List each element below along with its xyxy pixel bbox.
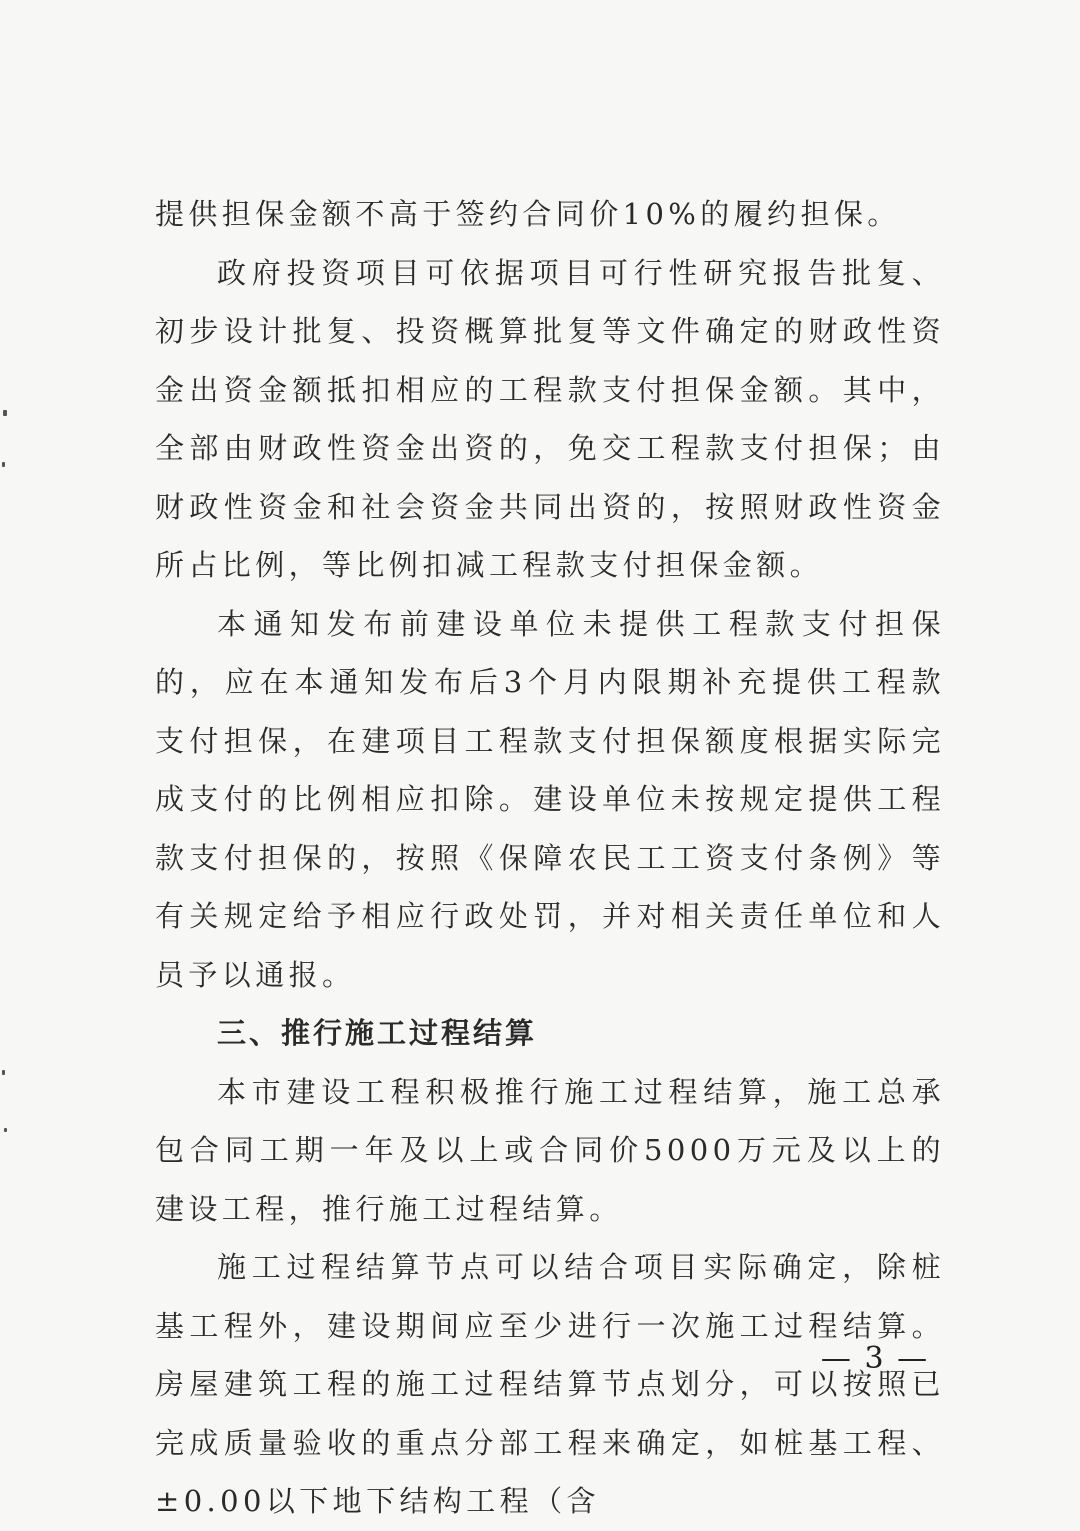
paragraph: 本通知发布前建设单位未提供工程款支付担保的，应在本通知发布后3个月内限期补充提供工程款支付担保，在建项目工程款支付担保额度根据实际完成支付的比例相应扣除。建设单位未按规定提供工程款支付担保的，按照《保障农民工工资支付条例》等有关规定给予相应行政处罚，并对相关责任单位和人员予以通报。 [155, 606, 945, 992]
scan-mark [4, 1128, 7, 1132]
paragraph: 政府投资项目可依据项目可行性研究报告批复、初步设计批复、投资概算批复等文件确定的财政性资金出资金额抵扣相应的工程款支付担保金额。其中，全部由财政性资金出资的，免交工程款支付担保；由财政性资金和社会资金共同出资的，按照财政性资金所占比例，等比例扣减工程款支付担保金额。 [155, 255, 945, 582]
scan-mark [2, 462, 5, 467]
paragraph: 本市建设工程积极推行施工过程结算，施工总承包合同工期一年及以上或合同价5000万元及以上的建设工程，推行施工过程结算。 [155, 1074, 945, 1226]
document-body [155, 185, 945, 1531]
page-number: — 3 — [820, 1341, 930, 1376]
paragraph: 施工过程结算节点可以结合项目实际确定，除桩基工程外，建设期间应至少进行一次施工过程结算。房屋建筑工程的施工过程结算节点划分，可以按照已完成质量验收的重点分部工程来确定，如桩基工程、±0.00以下地下结构工程（含 [155, 1250, 945, 1518]
paragraph-continuation: 提供担保金额不高于签约合同价10%的履约担保。 [155, 197, 901, 231]
scan-mark [2, 1070, 5, 1075]
scan-mark [3, 410, 7, 416]
section-heading: 三、推行施工过程结算 [217, 1016, 538, 1050]
